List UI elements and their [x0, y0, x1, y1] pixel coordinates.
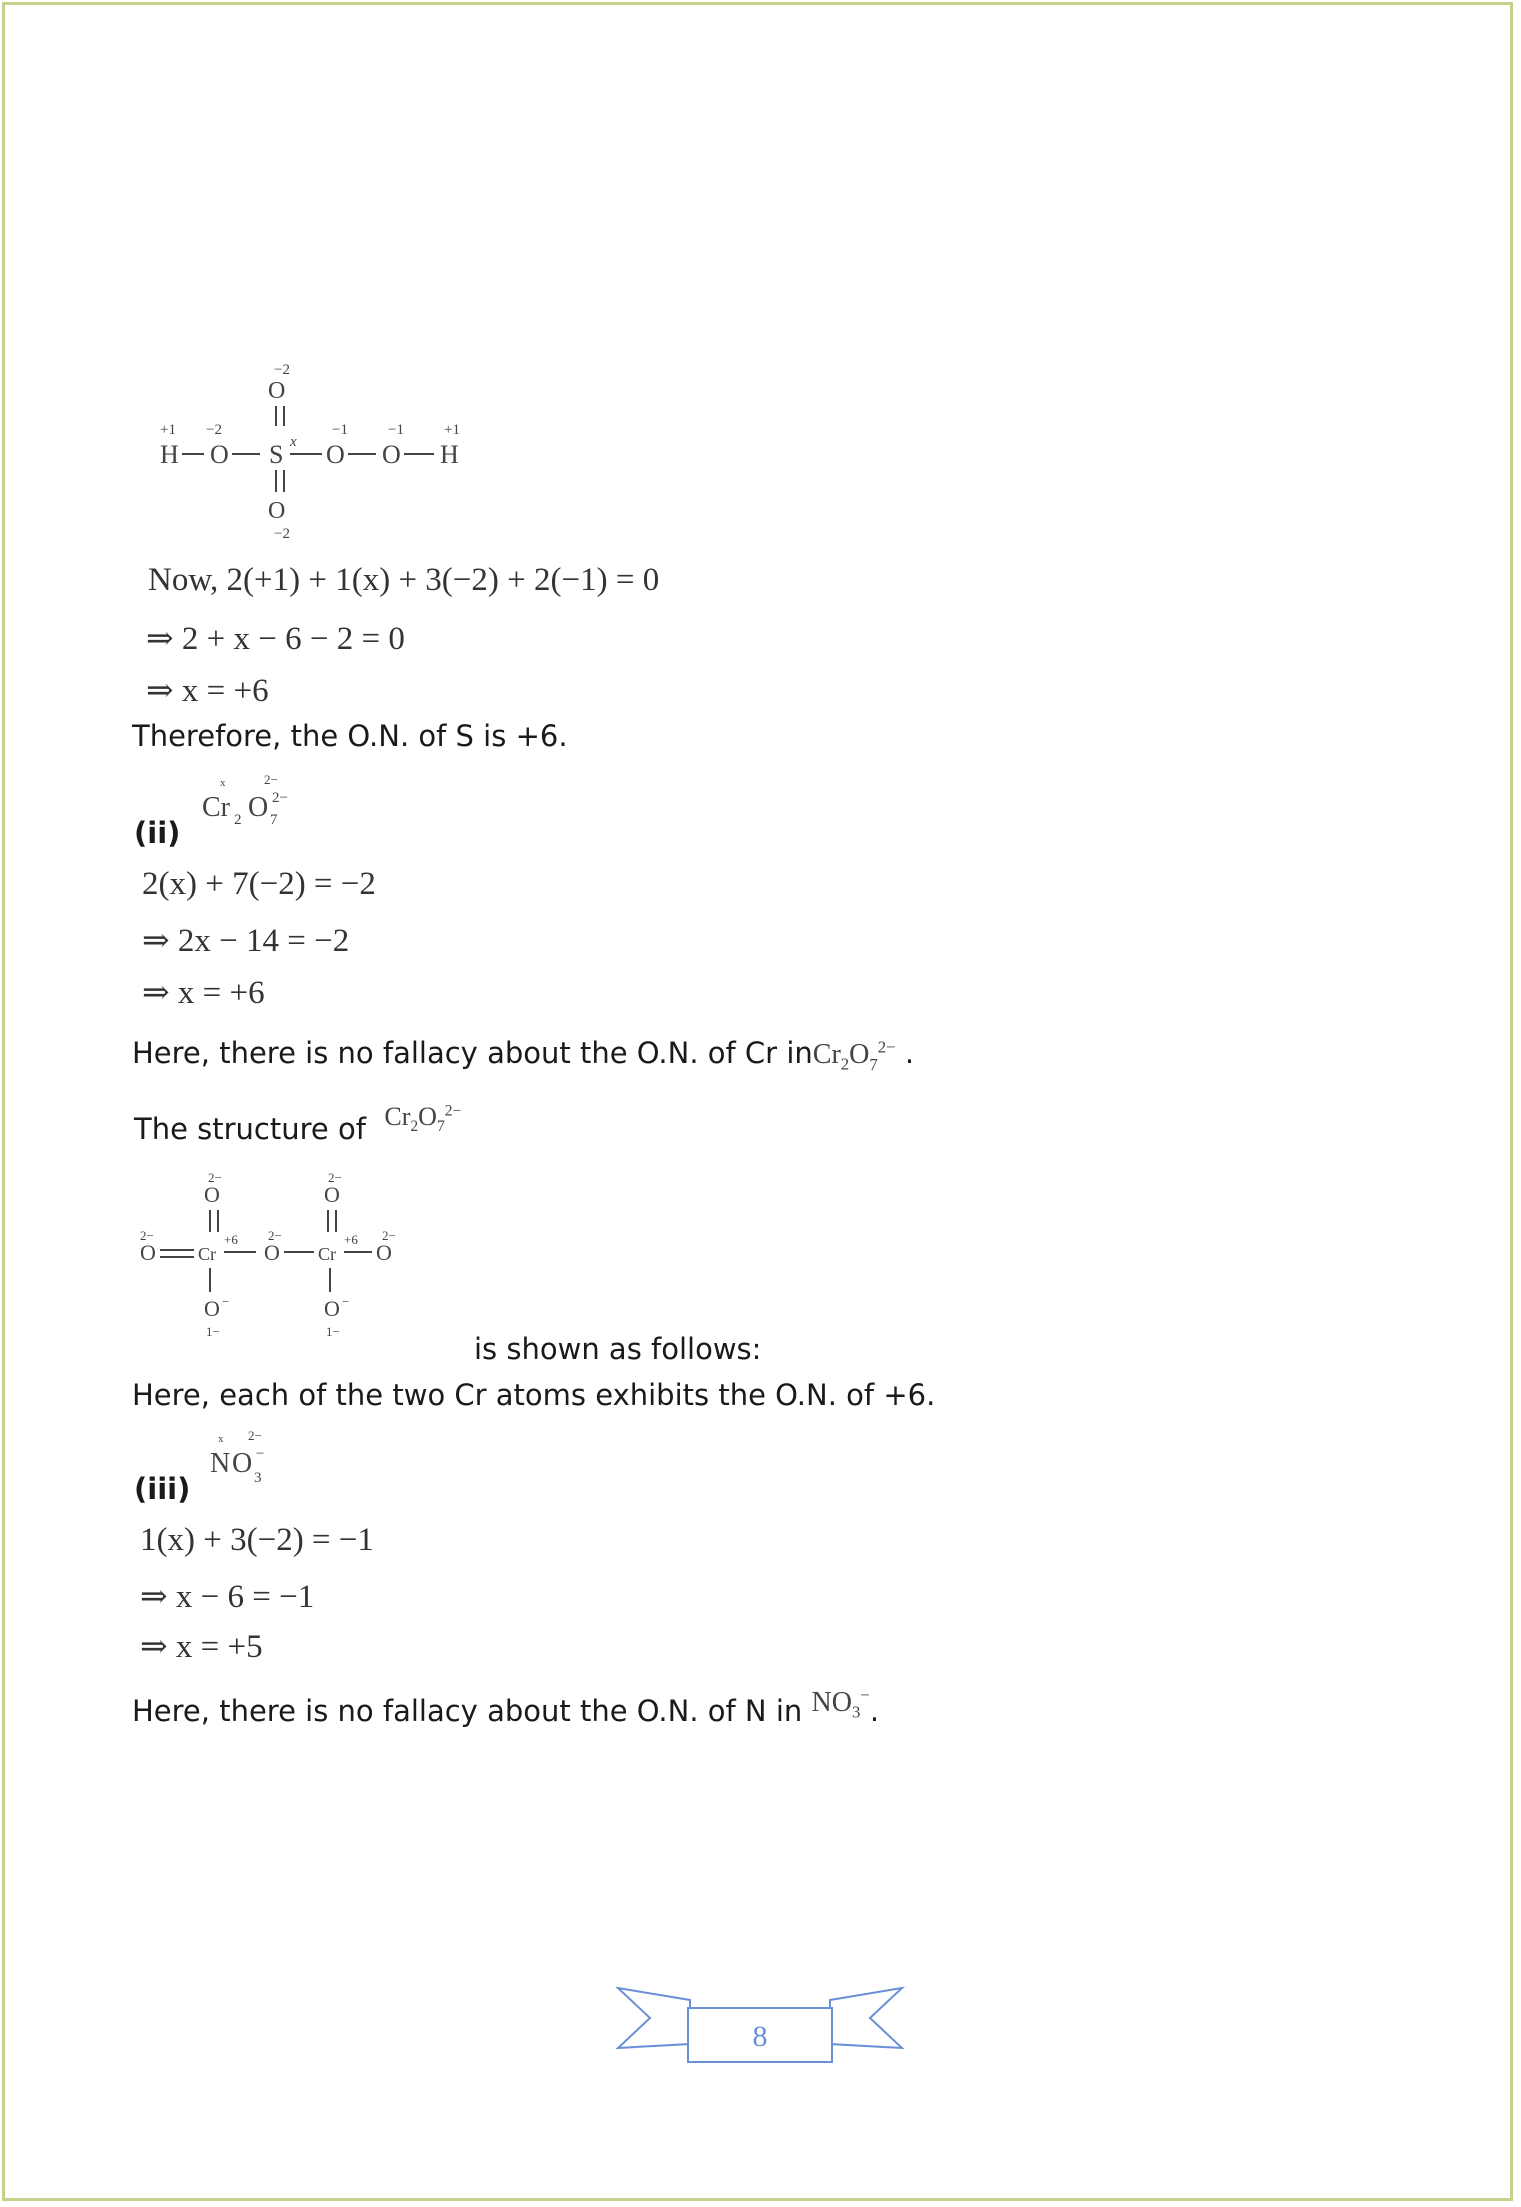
equation-line: 1(x) + 3(−2) = −1 [140, 1522, 374, 1558]
ox-o: 2− [248, 1428, 262, 1443]
charge-o-bottom-2: − [342, 1294, 350, 1309]
ox-h-left: +1 [160, 422, 176, 438]
ox-o-left: −2 [206, 422, 222, 438]
conclusion-text: Therefore, the O.N. of S is +6. [132, 719, 568, 753]
ribbon-right-tail [830, 1988, 902, 2048]
charge: 2− [272, 790, 288, 806]
dichromate-formula [198, 770, 308, 830]
atom-o-bottom-1: O [204, 1296, 220, 1321]
atom-o-left: O [140, 1240, 156, 1265]
ox-o-top-2: 2− [328, 1170, 342, 1185]
peroxymonosulfuric-acid-structure [150, 362, 490, 547]
ox-o-left: 2− [140, 1228, 154, 1243]
atom-o-mid: O [326, 440, 345, 469]
equation-line: Now, 2(+1) + 1(x) + 3(−2) + 2(−1) = 0 [148, 562, 660, 598]
subscript: 2 [234, 812, 242, 828]
nitrate-formula [208, 1426, 288, 1488]
equation-line: ⇒ x = +6 [142, 975, 265, 1011]
atom-s: S [269, 440, 284, 469]
dichromate-structure [138, 1168, 418, 1344]
charge: − [256, 1446, 265, 1462]
atom-cr-2: Cr [318, 1244, 336, 1264]
atom-cr-1: Cr [198, 1244, 216, 1264]
ribbon-left-tail [618, 1988, 690, 2048]
ox-o-mid: −1 [332, 422, 348, 438]
ox-o-bridge: 2− [268, 1228, 282, 1243]
equation-line: ⇒ 2x − 14 = −2 [142, 923, 350, 959]
ox-o-bottom-1: 1− [206, 1324, 220, 1339]
dichromate-inline: $Cr_2O_7^{2-}$ [384, 1102, 462, 1136]
structure-intro: The structure of $Cr_2O_7^{2-}$ [134, 1102, 462, 1146]
dichromate-inline: $Cr_2O_7^{2-}$ [812, 1037, 896, 1074]
subscript: 7 [270, 812, 278, 828]
section-label: (iii) [134, 1472, 191, 1506]
ox-n: x [218, 1433, 224, 1445]
ox-o: 2− [264, 772, 278, 787]
fallacy-statement: Here, there is no fallacy about the O.N. of N in [132, 1694, 803, 1728]
conclusion-text: Here, each of the two Cr atoms exhibits the O.N. of +6. [132, 1378, 936, 1412]
atom-o-top-1: O [204, 1182, 220, 1207]
atom-o-right: O [382, 440, 401, 469]
ox-o-bottom-2: 1− [326, 1324, 340, 1339]
atom-o-bottom-2: O [324, 1296, 340, 1321]
atom-o-top: O [268, 378, 286, 404]
ox-o-top-1: 2− [208, 1170, 222, 1185]
ox-cr-2: +6 [344, 1232, 358, 1247]
page-border [2, 2, 1513, 2201]
equation-line: ⇒ x = +6 [146, 673, 269, 709]
ox-cr-1: +6 [224, 1232, 238, 1247]
page-number-ribbon [616, 1984, 906, 2066]
ox-o-right: −1 [388, 422, 404, 438]
fallacy-text: Here, there is no fallacy about the O.N. of Cr $inCr_2O_7^{2-}$ . [132, 1036, 915, 1074]
atom-o-right: O [376, 1240, 392, 1265]
atom-o-bridge: O [264, 1240, 280, 1265]
element-o: O [248, 792, 269, 823]
atom-o-top-2: O [324, 1182, 340, 1207]
subscript: 3 [254, 1470, 262, 1486]
charge-o-bottom-1: − [222, 1294, 230, 1309]
ox-cr: x [220, 777, 226, 789]
page-number: 8 [752, 2020, 768, 2053]
fallacy-text: Here, there is no fallacy about the O.N. of N in $NO_3^-$. [132, 1685, 880, 1728]
equation-line: ⇒ 2 + x − 6 − 2 = 0 [146, 621, 405, 657]
atom-o-left: O [210, 440, 229, 469]
ox-o-bottom: −2 [274, 526, 290, 542]
equation-line: 2(x) + 7(−2) = −2 [142, 866, 376, 902]
atom-h-left: H [160, 440, 179, 469]
atom-o-bottom: O [268, 498, 286, 524]
equation-line: ⇒ x = +5 [140, 1629, 263, 1665]
shown-as-follows: is shown as follows: [474, 1332, 762, 1366]
ox-o-right: 2− [382, 1228, 396, 1243]
ox-o-top: −2 [274, 362, 290, 378]
ox-s: x [290, 434, 297, 450]
section-label: (ii) [134, 816, 181, 850]
element-n: N [210, 1448, 231, 1479]
element-cr: Cr [202, 792, 230, 823]
fallacy-statement: Here, there is no fallacy about the O.N. of Cr in [132, 1036, 813, 1070]
ox-h-right: +1 [444, 422, 460, 438]
equation-line: ⇒ x − 6 = −1 [140, 1579, 315, 1615]
atom-h-right: H [440, 440, 459, 469]
nitrate-inline: $NO_3^-$ [811, 1685, 870, 1722]
element-o: O [232, 1448, 253, 1479]
